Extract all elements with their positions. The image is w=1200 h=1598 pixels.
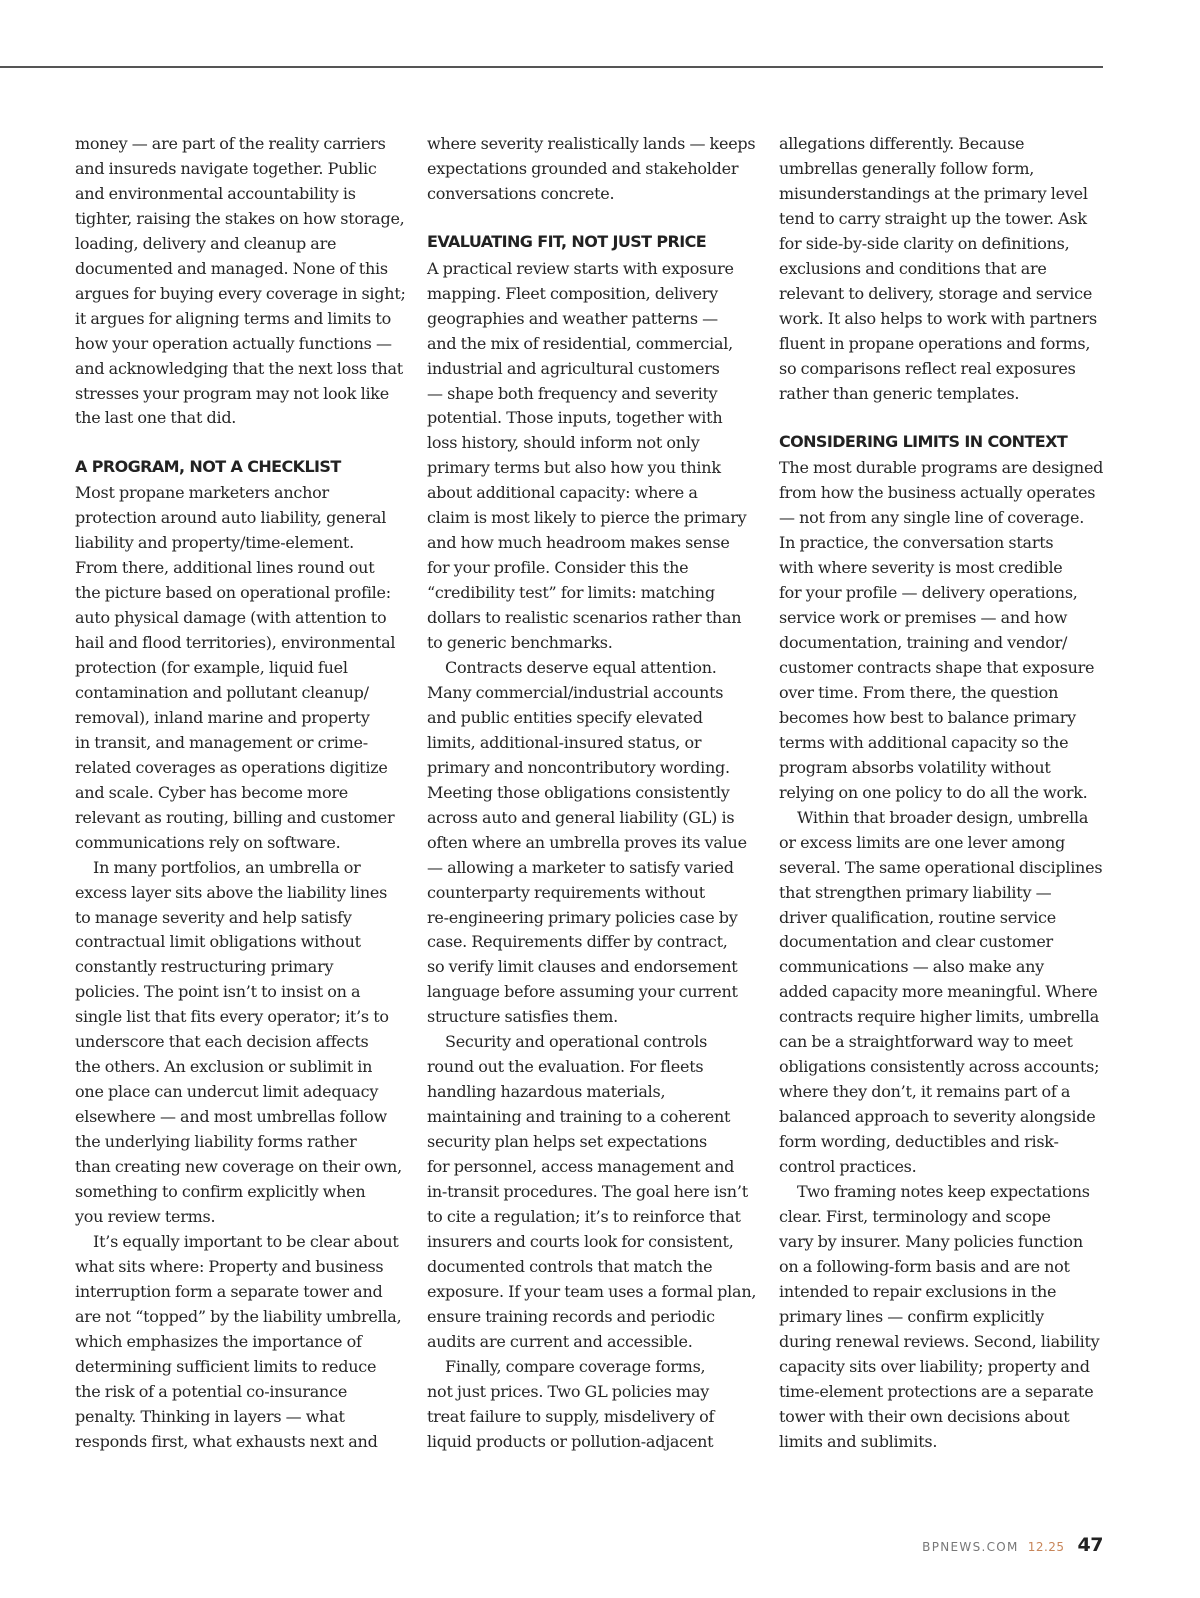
paragraph-line: and the mix of residential, commercial,	[427, 333, 733, 353]
paragraph-first-line: In many portfolios, an umbrella or	[93, 857, 361, 877]
paragraph-line: single list that fits every operator; it’s to	[75, 1007, 389, 1027]
paragraph-line: about additional capacity: where a	[427, 483, 698, 503]
paragraph-line: what sits where: Property and business	[75, 1256, 384, 1276]
paragraph-line: during renewal reviews. Second, liability	[779, 1331, 1100, 1351]
paragraph-line: for your profile — delivery operations,	[779, 583, 1078, 603]
paragraph-line: rather than generic templates.	[779, 383, 1020, 403]
paragraph-line: becomes how best to balance primary	[779, 707, 1076, 727]
paragraph-line: security plan helps set expectations	[427, 1132, 708, 1152]
footer-site: BPNEWS.COM	[922, 1540, 1019, 1554]
paragraph-line: to cite a regulation; it’s to reinforce that	[427, 1206, 741, 1226]
paragraph-line: policies. The point isn’t to insist on a	[75, 982, 361, 1002]
paragraph-line: in-transit procedures. The goal here isn’t	[427, 1182, 748, 1202]
paragraph-first-line: Finally, compare coverage forms,	[445, 1356, 706, 1376]
paragraph-line: counterparty requirements without	[427, 882, 705, 902]
paragraph-line: industrial and agricultural customers	[427, 358, 720, 378]
paragraph-line: contracts require higher limits, umbrella	[779, 1007, 1100, 1027]
paragraph-line: and insureds navigate together. Public	[75, 158, 377, 178]
paragraph-line: something to confirm explicitly when	[75, 1182, 366, 1202]
paragraph-line: and environmental accountability is	[75, 183, 356, 203]
paragraph-line: — allowing a marketer to satisfy varied	[427, 857, 734, 877]
paragraph-line: can be a straightforward way to meet	[779, 1032, 1073, 1052]
paragraph-line: exposure. If your team uses a formal plan,	[427, 1281, 757, 1301]
paragraph-line: the underlying liability forms rather	[75, 1132, 357, 1152]
paragraph-line: balanced approach to severity alongside	[779, 1107, 1096, 1127]
paragraph-line: it argues for aligning terms and limits to	[75, 308, 391, 328]
paragraph-line: stresses your program may not look like	[75, 383, 389, 403]
paragraph-line: contamination and pollutant cleanup/	[75, 682, 369, 702]
paragraph-line: the last one that did.	[75, 408, 237, 428]
paragraph-first-line: where severity realistically lands — keeps	[427, 134, 756, 153]
top-rule	[0, 66, 1103, 68]
paragraph-line: for personnel, access management and	[427, 1157, 735, 1177]
paragraph-line: primary terms but also how you think	[427, 458, 721, 478]
paragraph-line: customer contracts shape that exposure	[779, 658, 1095, 677]
paragraph-line: argues for buying every coverage in sight;	[75, 283, 406, 303]
paragraph-line: documented and managed. None of this	[75, 258, 388, 278]
section-heading: A PROGRAM, NOT A CHECKLIST	[75, 457, 341, 477]
paragraph-first-line: It’s equally important to be clear about	[93, 1231, 399, 1251]
paragraph-line: than creating new coverage on their own,	[75, 1157, 402, 1177]
paragraph-line: so verify limit clauses and endorsement	[427, 957, 738, 977]
page-footer	[922, 1534, 1103, 1556]
paragraph-first-line: money — are part of the reality carriers	[75, 134, 386, 153]
paragraph-line: mapping. Fleet composition, delivery	[427, 283, 718, 303]
paragraph-line: several. The same operational disciplines	[779, 857, 1103, 877]
paragraph-line: re-engineering primary policies case by	[427, 907, 738, 927]
paragraph-line: from how the business actually operates	[779, 483, 1096, 503]
paragraph-line: and how much headroom makes sense	[427, 533, 730, 553]
paragraph-line: contractual limit obligations without	[75, 932, 361, 952]
paragraph-line: or excess limits are one lever among	[779, 832, 1065, 852]
paragraph-line: constantly restructuring primary	[75, 957, 334, 977]
paragraph-line: terms with additional capacity so the	[779, 732, 1069, 752]
paragraph-line: structure satisfies them.	[427, 1007, 619, 1027]
paragraph-line: vary by insurer. Many policies function	[779, 1231, 1083, 1251]
paragraph-line: loss history, should inform not only	[427, 433, 700, 453]
paragraph-line: In practice, the conversation starts	[779, 533, 1054, 553]
paragraph-line: elsewhere — and most umbrellas follow	[75, 1107, 387, 1127]
paragraph-line: driver qualification, routine service	[779, 907, 1056, 927]
paragraph-line: which emphasizes the importance of	[75, 1331, 362, 1351]
paragraph-line: related coverages as operations digitize	[75, 757, 388, 777]
paragraph-first-line: Contracts deserve equal attention.	[445, 658, 717, 677]
paragraph-line: communications rely on software.	[75, 832, 341, 852]
paragraph-line: Meeting those obligations consistently	[427, 782, 730, 802]
paragraph-line: tend to carry straight up the tower. Ask	[779, 208, 1087, 228]
paragraph-line: obligations consistently across accounts;	[779, 1057, 1100, 1077]
paragraph-line: responds first, what exhausts next and	[75, 1431, 378, 1451]
paragraph-line: interruption form a separate tower and	[75, 1281, 383, 1301]
paragraph-line: communications — also make any	[779, 957, 1044, 977]
paragraph-line: maintaining and training to a coherent	[427, 1107, 731, 1127]
paragraph-line: primary lines — confirm explicitly	[779, 1306, 1044, 1326]
paragraph-line: and acknowledging that the next loss that	[75, 358, 403, 378]
paragraph-line: From there, additional lines round out	[75, 558, 375, 578]
paragraph-line: insurers and courts look for consistent,	[427, 1231, 734, 1251]
paragraph-line: relying on one policy to do all the work.	[779, 782, 1088, 802]
paragraph-line: penalty. Thinking in layers — what	[75, 1406, 345, 1426]
paragraph-line: geographies and weather patterns —	[427, 308, 718, 328]
paragraph-line: treat failure to supply, misdelivery of	[427, 1406, 715, 1426]
paragraph-line: service work or premises — and how	[779, 608, 1068, 628]
paragraph-line: hail and flood territories), environmental	[75, 633, 396, 653]
paragraph-line: conversations concrete.	[427, 183, 615, 203]
paragraph-line: time-element protections are a separate	[779, 1381, 1094, 1401]
paragraph-line: protection (for example, liquid fuel	[75, 658, 348, 677]
page-number: 47	[1077, 1534, 1103, 1556]
paragraph-line: relevant as routing, billing and customer	[75, 807, 395, 827]
paragraph-line: excess layer sits above the liability lines	[75, 882, 388, 902]
paragraph-line: exclusions and conditions that are	[779, 258, 1047, 278]
paragraph-line: auto physical damage (with attention to	[75, 608, 387, 628]
paragraph-line: liability and property/time-element.	[75, 533, 354, 553]
paragraph-line: documentation, training and vendor/	[779, 633, 1068, 653]
paragraph-line: across auto and general liability (GL) is	[427, 807, 735, 827]
paragraph-line: audits are current and accessible.	[427, 1331, 693, 1351]
paragraph-line: fluent in propane operations and forms,	[779, 333, 1091, 353]
paragraph-line: you review terms.	[75, 1206, 216, 1226]
paragraph-line: that strengthen primary liability —	[779, 882, 1052, 902]
paragraph-line: — not from any single line of coverage.	[779, 508, 1085, 528]
paragraph-line: case. Requirements differ by contract,	[427, 932, 728, 952]
paragraph-line: loading, delivery and cleanup are	[75, 233, 337, 253]
paragraph-line: potential. Those inputs, together with	[427, 408, 723, 428]
paragraph-line: to generic benchmarks.	[427, 633, 613, 653]
paragraph-line: dollars to realistic scenarios rather than	[427, 608, 742, 628]
paragraph-line: primary and noncontributory wording.	[427, 757, 730, 777]
paragraph-line: are not “topped” by the liability umbrella,	[75, 1306, 402, 1326]
paragraph-line: handling hazardous materials,	[427, 1082, 666, 1102]
paragraph-line: capacity sits over liability; property and	[779, 1356, 1090, 1376]
paragraph-first-line: Within that broader design, umbrella	[797, 807, 1089, 827]
paragraph-line: in transit, and management or crime-	[75, 732, 368, 752]
paragraph-line: “credibility test” for limits: matching	[427, 583, 715, 603]
section-heading: EVALUATING FIT, NOT JUST PRICE	[427, 231, 707, 251]
paragraph-line: the risk of a potential co-insurance	[75, 1381, 348, 1401]
paragraph-line: on a following-form basis and are not	[779, 1256, 1070, 1276]
column-3	[779, 132, 1111, 1455]
paragraph-line: form wording, deductibles and risk-	[779, 1132, 1059, 1152]
paragraph-line: to manage severity and help satisfy	[75, 907, 352, 927]
paragraph-line: umbrellas generally follow form,	[779, 158, 1035, 178]
paragraph-line: misunderstandings at the primary level	[779, 183, 1088, 203]
paragraph-line: so comparisons reflect real exposures	[779, 358, 1076, 378]
paragraph-line: the picture based on operational profile:	[75, 583, 391, 603]
paragraph-line: underscore that each decision affects	[75, 1032, 369, 1052]
paragraph-line: tighter, raising the stakes on how storage,	[75, 208, 405, 228]
paragraph-line: liquid products or pollution-adjacent	[427, 1431, 714, 1451]
paragraph-line: and public entities specify elevated	[427, 707, 703, 727]
paragraph-line: ensure training records and periodic	[427, 1306, 715, 1326]
paragraph-line: language before assuming your current	[427, 982, 738, 1002]
paragraph-first-line: The most durable programs are designed	[779, 458, 1104, 478]
paragraph-line: determining sufficient limits to reduce	[75, 1356, 377, 1376]
paragraph-line: round out the evaluation. For fleets	[427, 1057, 704, 1077]
paragraph-line: documentation and clear customer	[779, 932, 1053, 952]
paragraph-line: where they don’t, it remains part of a	[779, 1082, 1071, 1102]
paragraph-line: documented controls that match the	[427, 1256, 713, 1276]
paragraph-line: control practices.	[779, 1157, 917, 1177]
paragraph-line: intended to repair exclusions in the	[779, 1281, 1057, 1301]
paragraph-line: program absorbs volatility without	[779, 757, 1051, 777]
paragraph-line: the others. An exclusion or sublimit in	[75, 1057, 373, 1077]
paragraph-line: work. It also helps to work with partners	[779, 308, 1097, 328]
paragraph-line: for your profile. Consider this the	[427, 558, 689, 578]
paragraph-first-line: Security and operational controls	[445, 1032, 708, 1052]
paragraph-line: added capacity more meaningful. Where	[779, 982, 1098, 1002]
paragraph-line: removal), inland marine and property	[75, 707, 370, 727]
paragraph-first-line: Most propane marketers anchor	[75, 483, 329, 503]
paragraph-line: claim is most likely to pierce the primary	[427, 508, 747, 528]
paragraph-line: Many commercial/industrial accounts	[427, 682, 724, 702]
paragraph-line: often where an umbrella proves its value	[427, 832, 747, 852]
paragraph-line: protection around auto liability, general	[75, 508, 387, 528]
paragraph-line: limits and sublimits.	[779, 1431, 938, 1451]
paragraph-first-line: allegations differently. Because	[779, 134, 1025, 153]
column-1	[75, 132, 405, 1455]
paragraph-line: — shape both frequency and severity	[427, 383, 718, 403]
paragraph-line: one place can undercut limit adequacy	[75, 1082, 379, 1102]
paragraph-line: over time. From there, the question	[779, 682, 1059, 702]
paragraph-line: not just prices. Two GL policies may	[427, 1381, 709, 1401]
paragraph-line: for side-by-side clarity on definitions,	[779, 233, 1070, 253]
section-heading: CONSIDERING LIMITS IN CONTEXT	[779, 432, 1068, 452]
column-2	[427, 132, 757, 1455]
paragraph-line: clear. First, terminology and scope	[779, 1206, 1051, 1226]
paragraph-line: with where severity is most credible	[779, 558, 1063, 578]
paragraph-line: limits, additional-insured status, or	[427, 732, 702, 752]
paragraph-first-line: Two framing notes keep expectations	[797, 1182, 1090, 1202]
footer-issue: 12.25	[1027, 1540, 1065, 1554]
paragraph-line: tower with their own decisions about	[779, 1406, 1070, 1426]
paragraph-line: how your operation actually functions —	[75, 333, 392, 353]
paragraph-line: and scale. Cyber has become more	[75, 782, 348, 802]
paragraph-line: expectations grounded and stakeholder	[427, 158, 739, 178]
paragraph-first-line: A practical review starts with exposure	[427, 258, 734, 278]
paragraph-line: relevant to delivery, storage and service	[779, 283, 1093, 303]
